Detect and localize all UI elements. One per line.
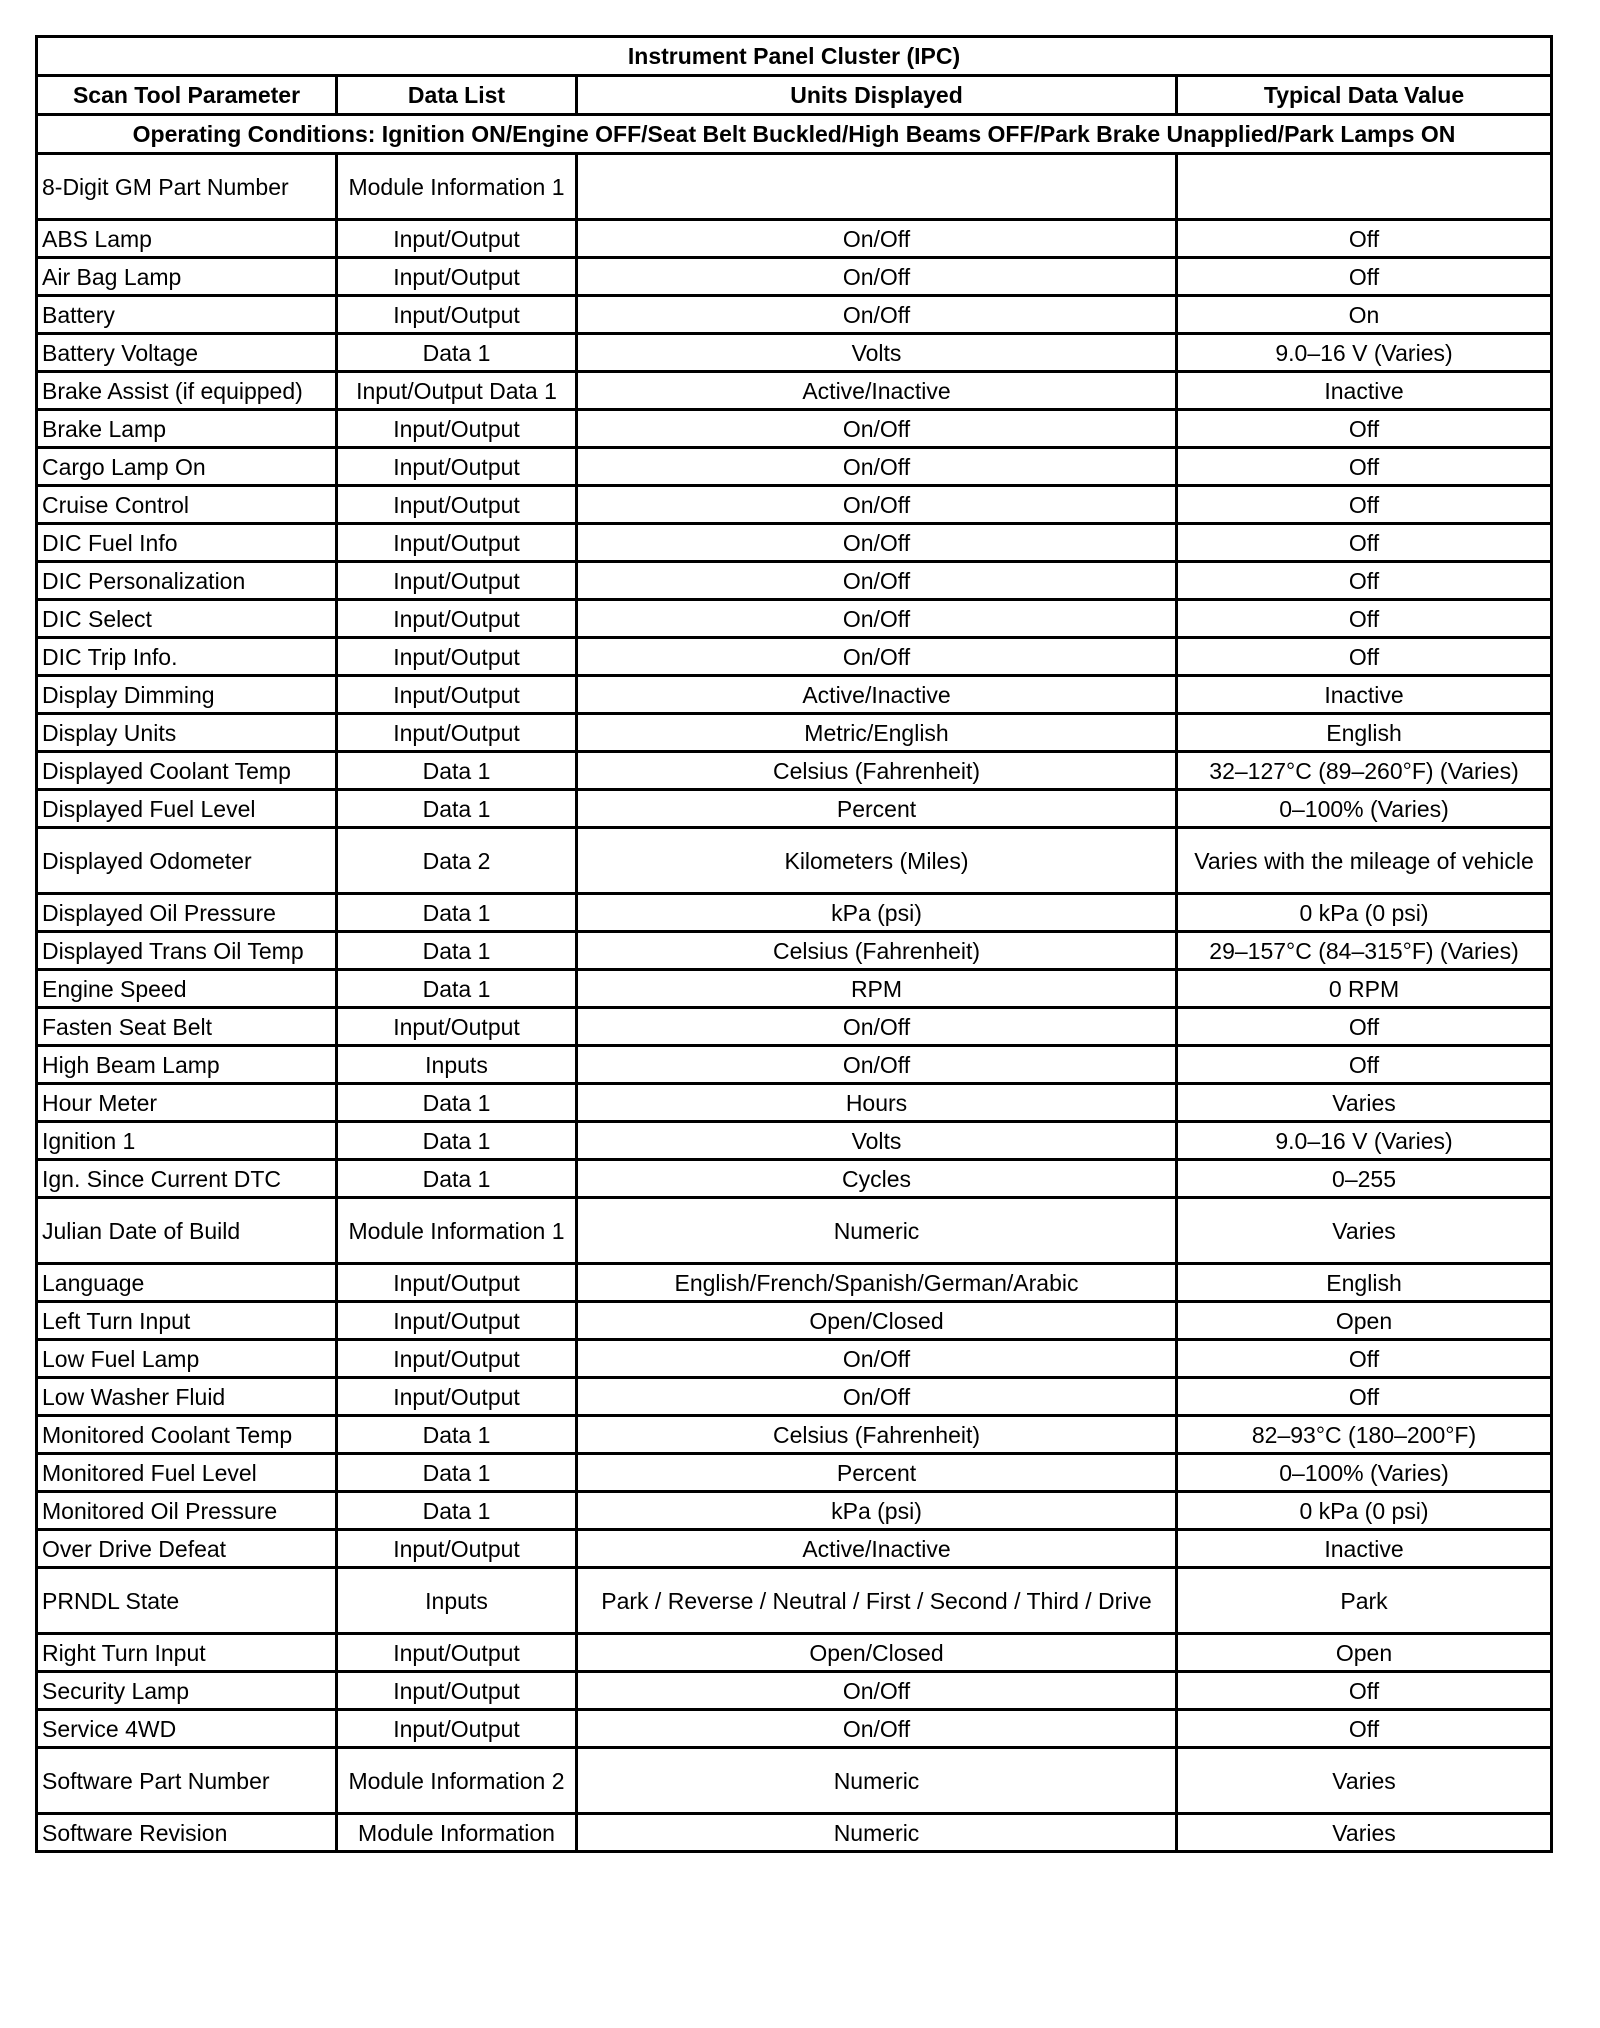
row-units: On/Off — [577, 1008, 1177, 1046]
row-typical-value: 0 kPa (0 psi) — [1177, 894, 1552, 932]
table-row — [37, 1378, 1552, 1416]
row-parameter: Air Bag Lamp — [37, 258, 337, 296]
table-row — [37, 1122, 1552, 1160]
row-typical-value: Off — [1177, 410, 1552, 448]
table-row — [37, 894, 1552, 932]
row-typical-value: 32–127°C (89–260°F) (Varies) — [1177, 752, 1552, 790]
row-parameter: Brake Assist (if equipped) — [37, 372, 337, 410]
table-row — [37, 1416, 1552, 1454]
row-data-list: Input/Output — [337, 1378, 577, 1416]
row-units: Volts — [577, 334, 1177, 372]
row-parameter: DIC Trip Info. — [37, 638, 337, 676]
table-row — [37, 562, 1552, 600]
row-data-list: Data 1 — [337, 334, 577, 372]
row-typical-value: 9.0–16 V (Varies) — [1177, 334, 1552, 372]
row-data-list: Input/Output — [337, 1264, 577, 1302]
row-units: kPa (psi) — [577, 1492, 1177, 1530]
row-data-list: Module Information 1 — [337, 1198, 577, 1264]
row-parameter: Monitored Fuel Level — [37, 1454, 337, 1492]
row-units: Numeric — [577, 1814, 1177, 1852]
row-data-list: Input/Output — [337, 448, 577, 486]
row-parameter: Fasten Seat Belt — [37, 1008, 337, 1046]
row-parameter: Ignition 1 — [37, 1122, 337, 1160]
row-units: On/Off — [577, 1340, 1177, 1378]
row-parameter: High Beam Lamp — [37, 1046, 337, 1084]
row-units: Metric/English — [577, 714, 1177, 752]
row-parameter: DIC Select — [37, 600, 337, 638]
row-units: Active/Inactive — [577, 1530, 1177, 1568]
operating-conditions: Operating Conditions: Ignition ON/Engine OFF/Seat Belt Buckled/High Beams OFF/Park Brake Unapplied/Park Lamps ON — [37, 115, 1552, 154]
row-data-list: Input/Output — [337, 1302, 577, 1340]
row-parameter: Julian Date of Build — [37, 1198, 337, 1264]
row-parameter: Monitored Coolant Temp — [37, 1416, 337, 1454]
row-typical-value: Varies — [1177, 1814, 1552, 1852]
row-parameter: Software Revision — [37, 1814, 337, 1852]
row-parameter: Cargo Lamp On — [37, 448, 337, 486]
row-parameter: ABS Lamp — [37, 220, 337, 258]
row-units: On/Off — [577, 296, 1177, 334]
row-data-list: Input/Output — [337, 524, 577, 562]
table-row — [37, 1198, 1552, 1264]
row-typical-value: Off — [1177, 638, 1552, 676]
row-typical-value: Varies with the mileage of vehicle — [1177, 828, 1552, 894]
row-typical-value: On — [1177, 296, 1552, 334]
header-data-list: Data List — [337, 76, 577, 115]
row-parameter: DIC Fuel Info — [37, 524, 337, 562]
table-row — [37, 1264, 1552, 1302]
row-data-list: Data 1 — [337, 1160, 577, 1198]
row-units: Kilometers (Miles) — [577, 828, 1177, 894]
row-units: RPM — [577, 970, 1177, 1008]
row-units: Active/Inactive — [577, 676, 1177, 714]
row-units: On/Off — [577, 486, 1177, 524]
row-units: Cycles — [577, 1160, 1177, 1198]
row-units: On/Off — [577, 1046, 1177, 1084]
row-data-list: Input/Output — [337, 714, 577, 752]
table-row — [37, 154, 1552, 220]
row-typical-value: Inactive — [1177, 1530, 1552, 1568]
table-row — [37, 932, 1552, 970]
row-parameter: Cruise Control — [37, 486, 337, 524]
row-data-list: Data 1 — [337, 1122, 577, 1160]
row-units: Active/Inactive — [577, 372, 1177, 410]
row-parameter: Battery Voltage — [37, 334, 337, 372]
row-data-list: Data 1 — [337, 790, 577, 828]
row-data-list: Inputs — [337, 1046, 577, 1084]
table-title: Instrument Panel Cluster (IPC) — [37, 37, 1552, 76]
table-row — [37, 1530, 1552, 1568]
table-row — [37, 1340, 1552, 1378]
table-row — [37, 296, 1552, 334]
header-scan-tool-parameter: Scan Tool Parameter — [37, 76, 337, 115]
row-parameter: Service 4WD — [37, 1710, 337, 1748]
row-data-list: Input/Output — [337, 1340, 577, 1378]
row-data-list: Data 1 — [337, 1454, 577, 1492]
table-row — [37, 372, 1552, 410]
row-typical-value: Varies — [1177, 1748, 1552, 1814]
row-typical-value: Off — [1177, 220, 1552, 258]
row-units: kPa (psi) — [577, 894, 1177, 932]
row-typical-value: Varies — [1177, 1198, 1552, 1264]
table-header-row — [37, 76, 1552, 115]
row-units: English/French/Spanish/German/Arabic — [577, 1264, 1177, 1302]
table-row — [37, 1160, 1552, 1198]
header-units-displayed: Units Displayed — [577, 76, 1177, 115]
table-row — [37, 970, 1552, 1008]
row-units: On/Off — [577, 1378, 1177, 1416]
table-row — [37, 448, 1552, 486]
row-typical-value: Varies — [1177, 1084, 1552, 1122]
row-typical-value: Off — [1177, 1378, 1552, 1416]
row-parameter: Low Washer Fluid — [37, 1378, 337, 1416]
row-units: On/Off — [577, 600, 1177, 638]
row-typical-value: 9.0–16 V (Varies) — [1177, 1122, 1552, 1160]
row-data-list: Data 2 — [337, 828, 577, 894]
row-units: On/Off — [577, 1672, 1177, 1710]
row-typical-value: Open — [1177, 1634, 1552, 1672]
row-data-list: Input/Output — [337, 676, 577, 714]
row-data-list: Data 1 — [337, 752, 577, 790]
table-row — [37, 486, 1552, 524]
row-typical-value: Off — [1177, 258, 1552, 296]
table-row — [37, 1454, 1552, 1492]
table-row — [37, 1814, 1552, 1852]
table-row — [37, 1492, 1552, 1530]
row-typical-value: English — [1177, 714, 1552, 752]
row-units: Volts — [577, 1122, 1177, 1160]
table-row — [37, 790, 1552, 828]
row-data-list: Data 1 — [337, 894, 577, 932]
row-parameter: Display Units — [37, 714, 337, 752]
row-typical-value: Off — [1177, 486, 1552, 524]
row-data-list: Input/Output — [337, 600, 577, 638]
row-typical-value: 0–100% (Varies) — [1177, 1454, 1552, 1492]
operating-conditions-row — [37, 115, 1552, 154]
table-row — [37, 524, 1552, 562]
row-data-list: Input/Output — [337, 486, 577, 524]
row-units: On/Off — [577, 258, 1177, 296]
row-units: Celsius (Fahrenheit) — [577, 1416, 1177, 1454]
table-row — [37, 600, 1552, 638]
row-units: On/Off — [577, 524, 1177, 562]
row-data-list: Data 1 — [337, 1416, 577, 1454]
row-units: Park / Reverse / Neutral / First / Second / Third / Drive — [577, 1568, 1177, 1634]
row-data-list: Module Information 1 — [337, 154, 577, 220]
row-parameter: Hour Meter — [37, 1084, 337, 1122]
row-typical-value: Park — [1177, 1568, 1552, 1634]
row-data-list: Module Information — [337, 1814, 577, 1852]
table-row — [37, 1302, 1552, 1340]
table-row — [37, 1046, 1552, 1084]
table-row — [37, 828, 1552, 894]
row-typical-value: Inactive — [1177, 676, 1552, 714]
row-typical-value: Off — [1177, 1672, 1552, 1710]
row-typical-value: Inactive — [1177, 372, 1552, 410]
table-row — [37, 410, 1552, 448]
row-parameter: Right Turn Input — [37, 1634, 337, 1672]
row-data-list: Data 1 — [337, 1492, 577, 1530]
table-row — [37, 258, 1552, 296]
row-typical-value: 0–255 — [1177, 1160, 1552, 1198]
row-parameter: Over Drive Defeat — [37, 1530, 337, 1568]
row-data-list: Input/Output — [337, 1710, 577, 1748]
row-units: Numeric — [577, 1748, 1177, 1814]
row-typical-value: English — [1177, 1264, 1552, 1302]
row-data-list: Data 1 — [337, 970, 577, 1008]
row-data-list: Input/Output Data 1 — [337, 372, 577, 410]
row-parameter: Security Lamp — [37, 1672, 337, 1710]
row-parameter: Displayed Odometer — [37, 828, 337, 894]
row-parameter: Language — [37, 1264, 337, 1302]
row-parameter: Battery — [37, 296, 337, 334]
row-parameter: Ign. Since Current DTC — [37, 1160, 337, 1198]
row-data-list: Input/Output — [337, 1672, 577, 1710]
row-parameter: Software Part Number — [37, 1748, 337, 1814]
row-units: Open/Closed — [577, 1634, 1177, 1672]
row-parameter: PRNDL State — [37, 1568, 337, 1634]
row-parameter: Displayed Fuel Level — [37, 790, 337, 828]
row-parameter: Left Turn Input — [37, 1302, 337, 1340]
row-typical-value: 82–93°C (180–200°F) — [1177, 1416, 1552, 1454]
row-data-list: Input/Output — [337, 296, 577, 334]
row-parameter: Brake Lamp — [37, 410, 337, 448]
row-typical-value: 0 RPM — [1177, 970, 1552, 1008]
row-units: On/Off — [577, 410, 1177, 448]
row-typical-value: Open — [1177, 1302, 1552, 1340]
row-data-list: Data 1 — [337, 932, 577, 970]
row-units: Open/Closed — [577, 1302, 1177, 1340]
row-parameter: Monitored Oil Pressure — [37, 1492, 337, 1530]
row-data-list: Input/Output — [337, 1008, 577, 1046]
row-typical-value — [1177, 154, 1552, 220]
row-typical-value: Off — [1177, 1008, 1552, 1046]
table-row — [37, 1748, 1552, 1814]
row-parameter: Displayed Coolant Temp — [37, 752, 337, 790]
row-parameter: Displayed Oil Pressure — [37, 894, 337, 932]
row-data-list: Input/Output — [337, 638, 577, 676]
table-row — [37, 1634, 1552, 1672]
row-units: Celsius (Fahrenheit) — [577, 752, 1177, 790]
row-typical-value: Off — [1177, 600, 1552, 638]
row-data-list: Input/Output — [337, 1634, 577, 1672]
table-row — [37, 752, 1552, 790]
row-data-list: Data 1 — [337, 1084, 577, 1122]
row-units: On/Off — [577, 562, 1177, 600]
row-typical-value: Off — [1177, 1710, 1552, 1748]
row-units: Numeric — [577, 1198, 1177, 1264]
ipc-data-table — [35, 35, 1553, 1853]
row-parameter: Low Fuel Lamp — [37, 1340, 337, 1378]
table-row — [37, 1710, 1552, 1748]
row-typical-value: 29–157°C (84–315°F) (Varies) — [1177, 932, 1552, 970]
row-data-list: Inputs — [337, 1568, 577, 1634]
table-row — [37, 334, 1552, 372]
row-units: On/Off — [577, 1710, 1177, 1748]
row-typical-value: 0 kPa (0 psi) — [1177, 1492, 1552, 1530]
row-typical-value: Off — [1177, 448, 1552, 486]
row-units: Hours — [577, 1084, 1177, 1122]
row-typical-value: Off — [1177, 524, 1552, 562]
row-parameter: Engine Speed — [37, 970, 337, 1008]
row-units: On/Off — [577, 448, 1177, 486]
row-typical-value: Off — [1177, 562, 1552, 600]
table-row — [37, 638, 1552, 676]
row-data-list: Input/Output — [337, 562, 577, 600]
row-units: Percent — [577, 790, 1177, 828]
row-units: Percent — [577, 1454, 1177, 1492]
row-data-list: Input/Output — [337, 410, 577, 448]
row-parameter: 8-Digit GM Part Number — [37, 154, 337, 220]
row-units: On/Off — [577, 638, 1177, 676]
table-row — [37, 220, 1552, 258]
row-data-list: Input/Output — [337, 220, 577, 258]
row-parameter: DIC Personalization — [37, 562, 337, 600]
table-title-row — [37, 37, 1552, 76]
table-row — [37, 1568, 1552, 1634]
table-row — [37, 714, 1552, 752]
row-typical-value: 0–100% (Varies) — [1177, 790, 1552, 828]
row-parameter: Displayed Trans Oil Temp — [37, 932, 337, 970]
table-row — [37, 1672, 1552, 1710]
row-data-list: Input/Output — [337, 258, 577, 296]
table-row — [37, 676, 1552, 714]
header-typical-data-value: Typical Data Value — [1177, 76, 1552, 115]
table-body — [37, 154, 1552, 1852]
table-row — [37, 1008, 1552, 1046]
row-units — [577, 154, 1177, 220]
row-parameter: Display Dimming — [37, 676, 337, 714]
row-typical-value: Off — [1177, 1340, 1552, 1378]
row-typical-value: Off — [1177, 1046, 1552, 1084]
row-units: Celsius (Fahrenheit) — [577, 932, 1177, 970]
table-row — [37, 1084, 1552, 1122]
row-data-list: Module Information 2 — [337, 1748, 577, 1814]
row-units: On/Off — [577, 220, 1177, 258]
row-data-list: Input/Output — [337, 1530, 577, 1568]
